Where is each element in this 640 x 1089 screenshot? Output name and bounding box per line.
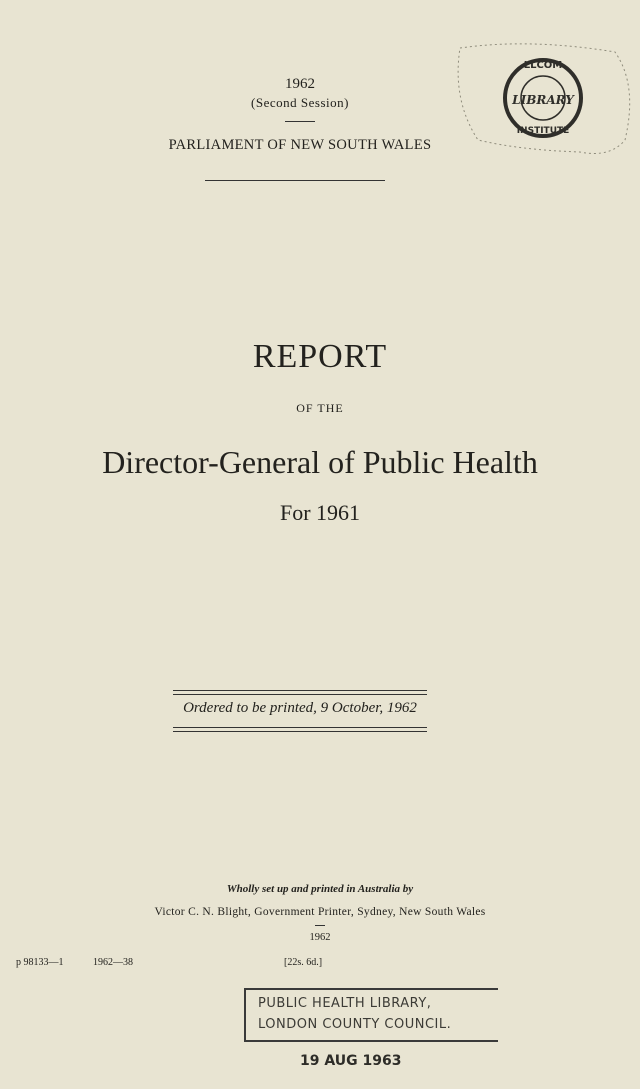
double-rule <box>173 727 427 732</box>
printed-note: Wholly set up and printed in Australia by <box>226 883 414 895</box>
report-subject: Director-General of Public Health <box>102 444 538 480</box>
report-title: REPORT <box>252 338 388 375</box>
divider <box>285 121 315 122</box>
of-the-label: OF THE <box>296 401 344 415</box>
parliament-heading: PARLIAMENT OF NEW SOUTH WALES <box>168 137 432 153</box>
printer-line: Victor C. N. Blight, Government Printer, Sydney, New South Wales <box>154 906 486 918</box>
health-library-stamp <box>244 988 498 1042</box>
print-reference: p 98133—1 <box>16 957 64 968</box>
publication-year: 1962 <box>285 76 315 92</box>
ordered-to-print: Ordered to be printed, 9 October, 1962 <box>183 700 417 716</box>
svg-text:LLCOM: LLCOM <box>523 60 563 71</box>
session-label: (Second Session) <box>251 95 349 110</box>
imprint-year: 1962 <box>309 932 331 943</box>
price: [22s. 6d.] <box>284 957 323 968</box>
double-rule <box>173 690 427 695</box>
svg-text:LIBRARY: LIBRARY <box>512 93 574 107</box>
divider <box>205 180 385 181</box>
report-period: For 1961 <box>279 500 361 525</box>
print-reference: 1962—38 <box>93 957 133 968</box>
svg-text:INSTITUTE: INSTITUTE <box>516 126 570 136</box>
divider <box>315 925 325 926</box>
date-stamp: 19 AUG 1963 <box>300 1053 402 1069</box>
stamp-line: PUBLIC HEALTH LIBRARY, <box>258 996 432 1011</box>
stamp-line: LONDON COUNTY COUNCIL. <box>258 1017 452 1032</box>
